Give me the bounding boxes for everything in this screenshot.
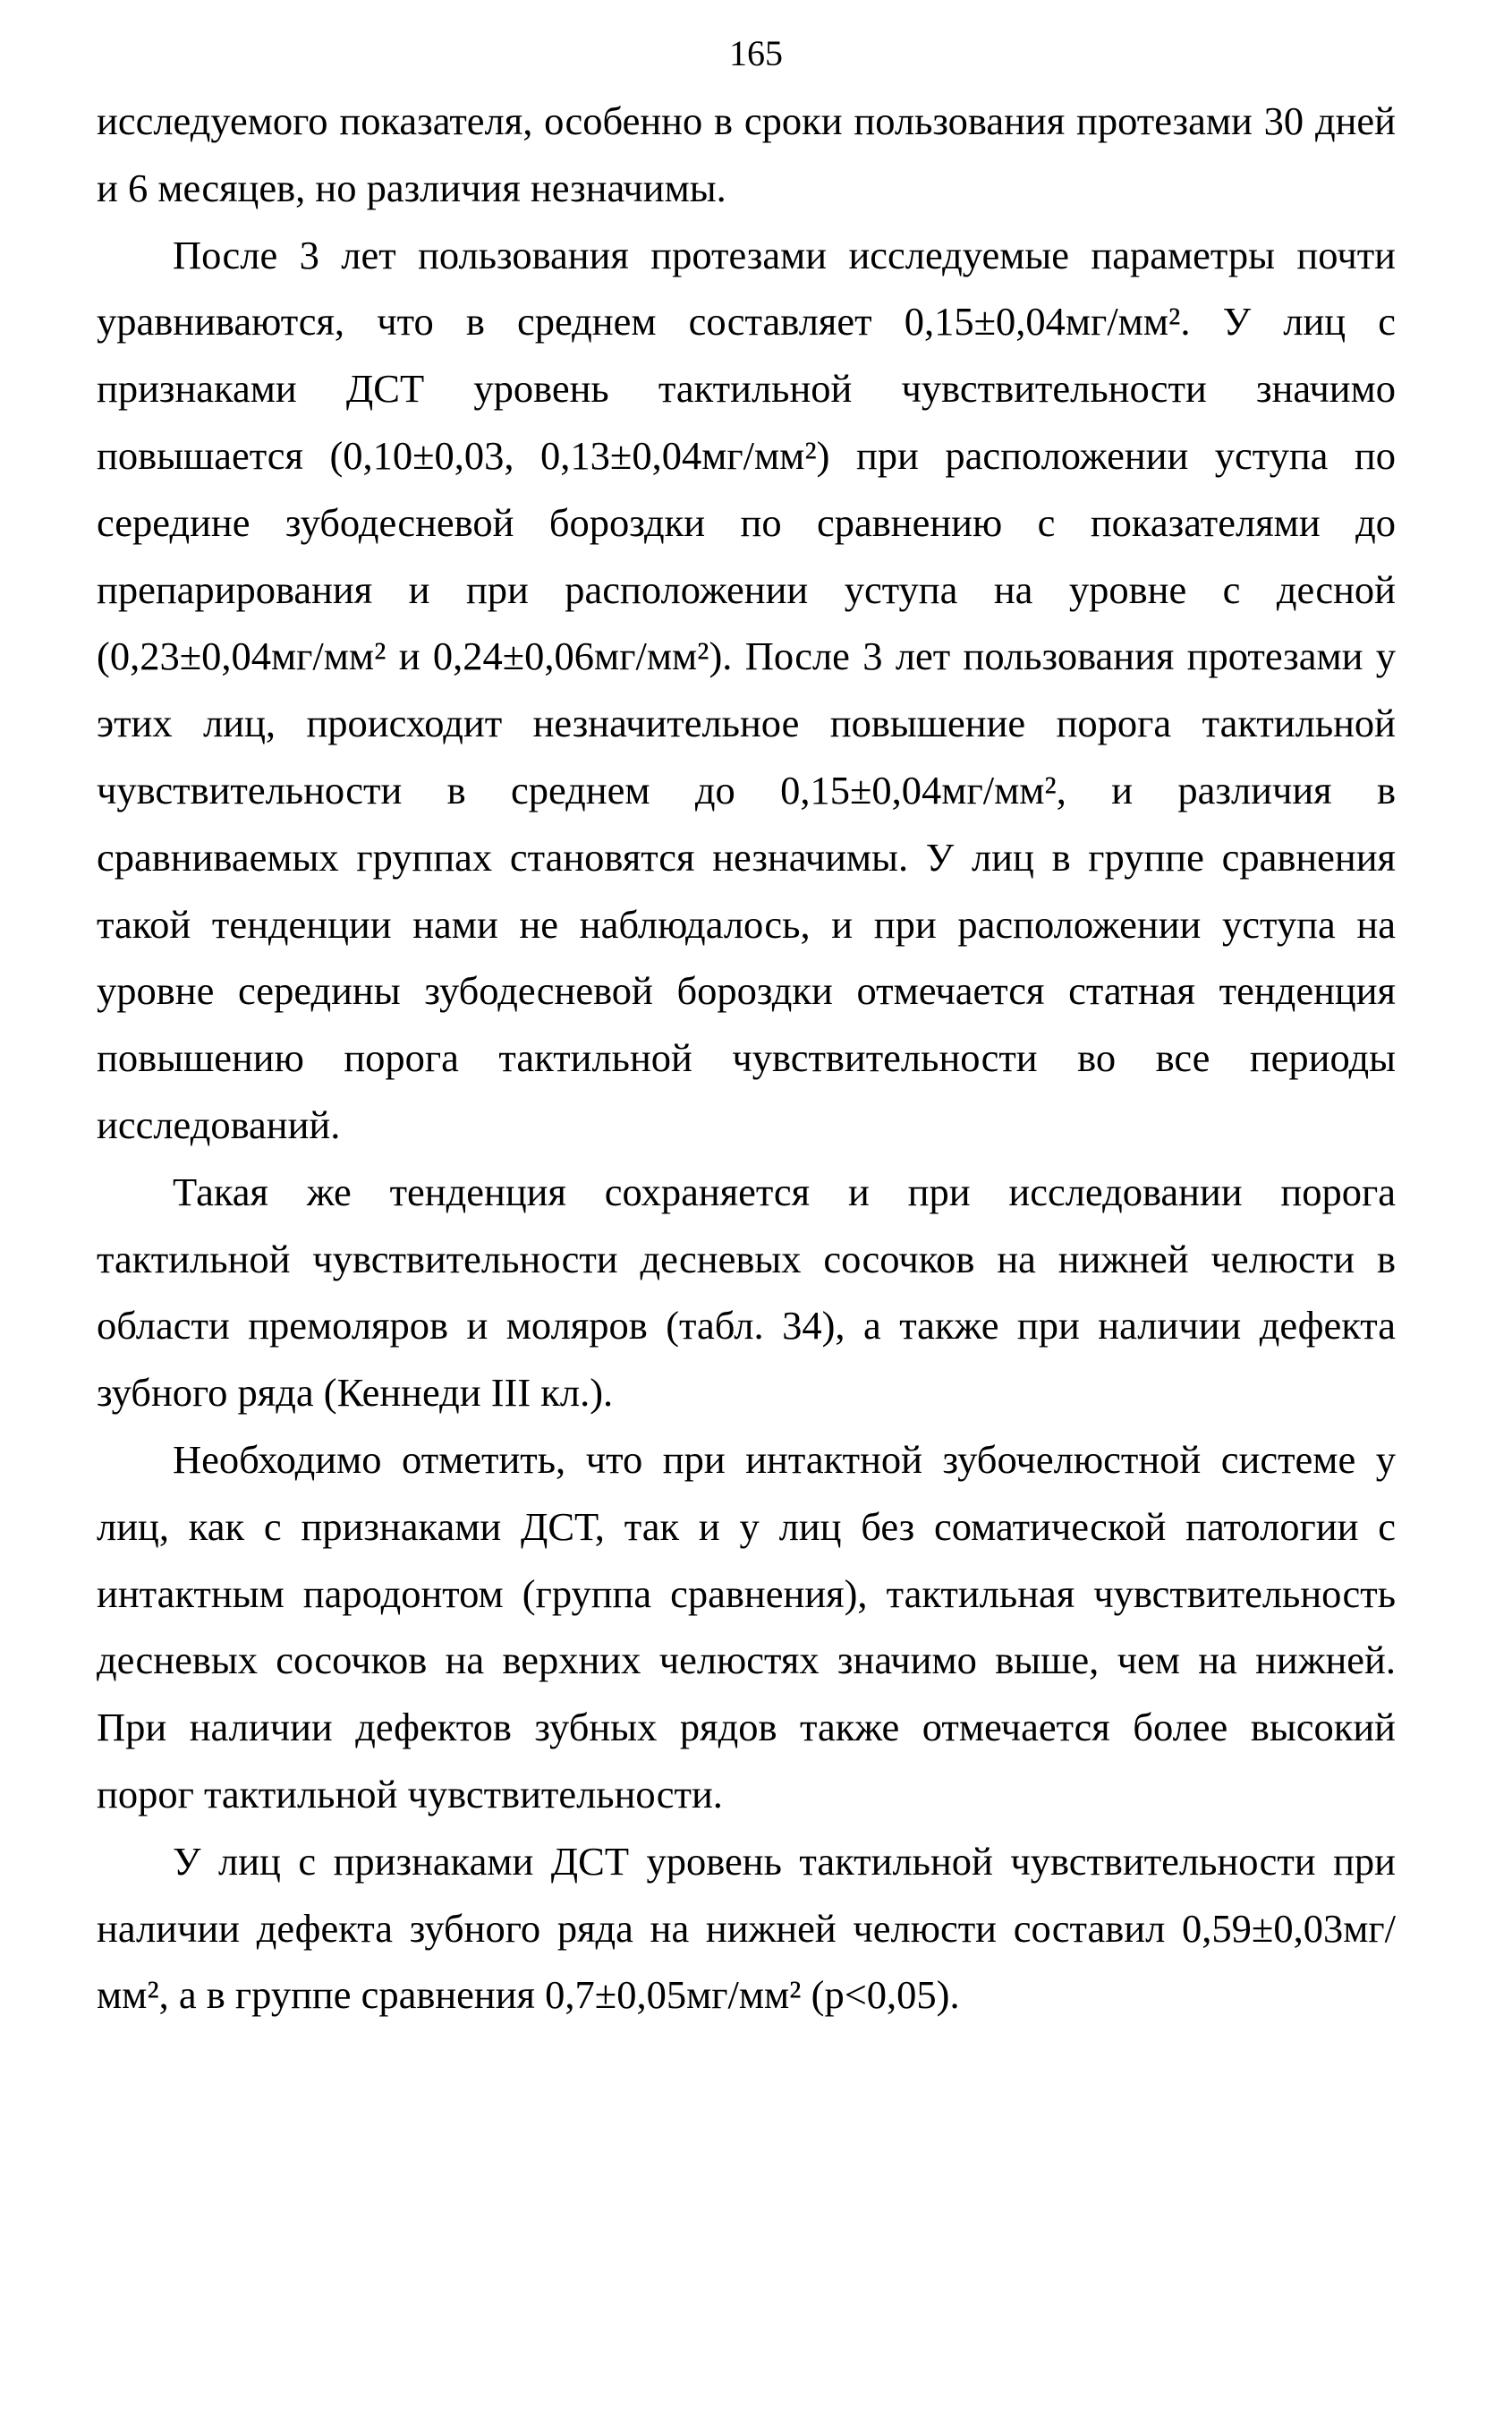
paragraph: Необходимо отметить, что при интактной зубочелюстной системе у лиц, как с признаками ДСТ, так и у лиц без соматической патологии с интактным пародонтом (группа сравнения), тактильная чувствительность десневых сосочков на верхних челюстях значимо выше, чем на нижней. При наличии дефектов зубных рядов также отмечается более высокий порог тактильной чувствительности. — [97, 1436, 1396, 1816]
body-text — [97, 88, 1396, 2029]
paragraph: У лиц с признаками ДСТ уровень тактильной чувствительности при наличии дефекта зубного ряда на нижней челюсти составил 0,59±0,03мг/мм², а в группе сравнения 0,7±0,05мг/мм² (р<0,05). — [97, 1838, 1396, 2018]
paragraph: После 3 лет пользования протезами исследуемые параметры почти уравниваются, что в среднем составляет 0,15±0,04мг/мм². У лиц с признаками ДСТ уровень тактильной чувствительности значимо повышается (0,10±0,03, 0,13±0,04мг/мм²) при расположении уступа по середине зубодесневой бороздки по сравнению с показателями до препарирования и при расположении уступа на уровне с десной (0,23±0,04мг/мм² и 0,24±0,06мг/мм²). После 3 лет пользования протезами у этих лиц, происходит незначительное повышение порога тактильной чувствительности в среднем до 0,15±0,04мг/мм², и различия в сравниваемых группах становятся незначимы. У лиц в группе сравнения такой тенденции нами не наблюдалось, и при расположении уступа на уровне середины зубодесневой бороздки отмечается статная тенденция повышению порога тактильной чувствительности во все периоды исследований. — [97, 232, 1396, 1147]
page-number: 165 — [729, 33, 783, 73]
paragraph-continuation: исследуемого показателя, особенно в сроки пользования протезами 30 дней и 6 месяцев, но различия незначимы. — [97, 98, 1396, 210]
paragraph: Такая же тенденция сохраняется и при исследовании порога тактильной чувствительности десневых сосочков на нижней челюсти в области премоляров и моляров (табл. 34), а также при наличии дефекта зубного ряда (Кеннеди III кл.). — [97, 1169, 1396, 1416]
